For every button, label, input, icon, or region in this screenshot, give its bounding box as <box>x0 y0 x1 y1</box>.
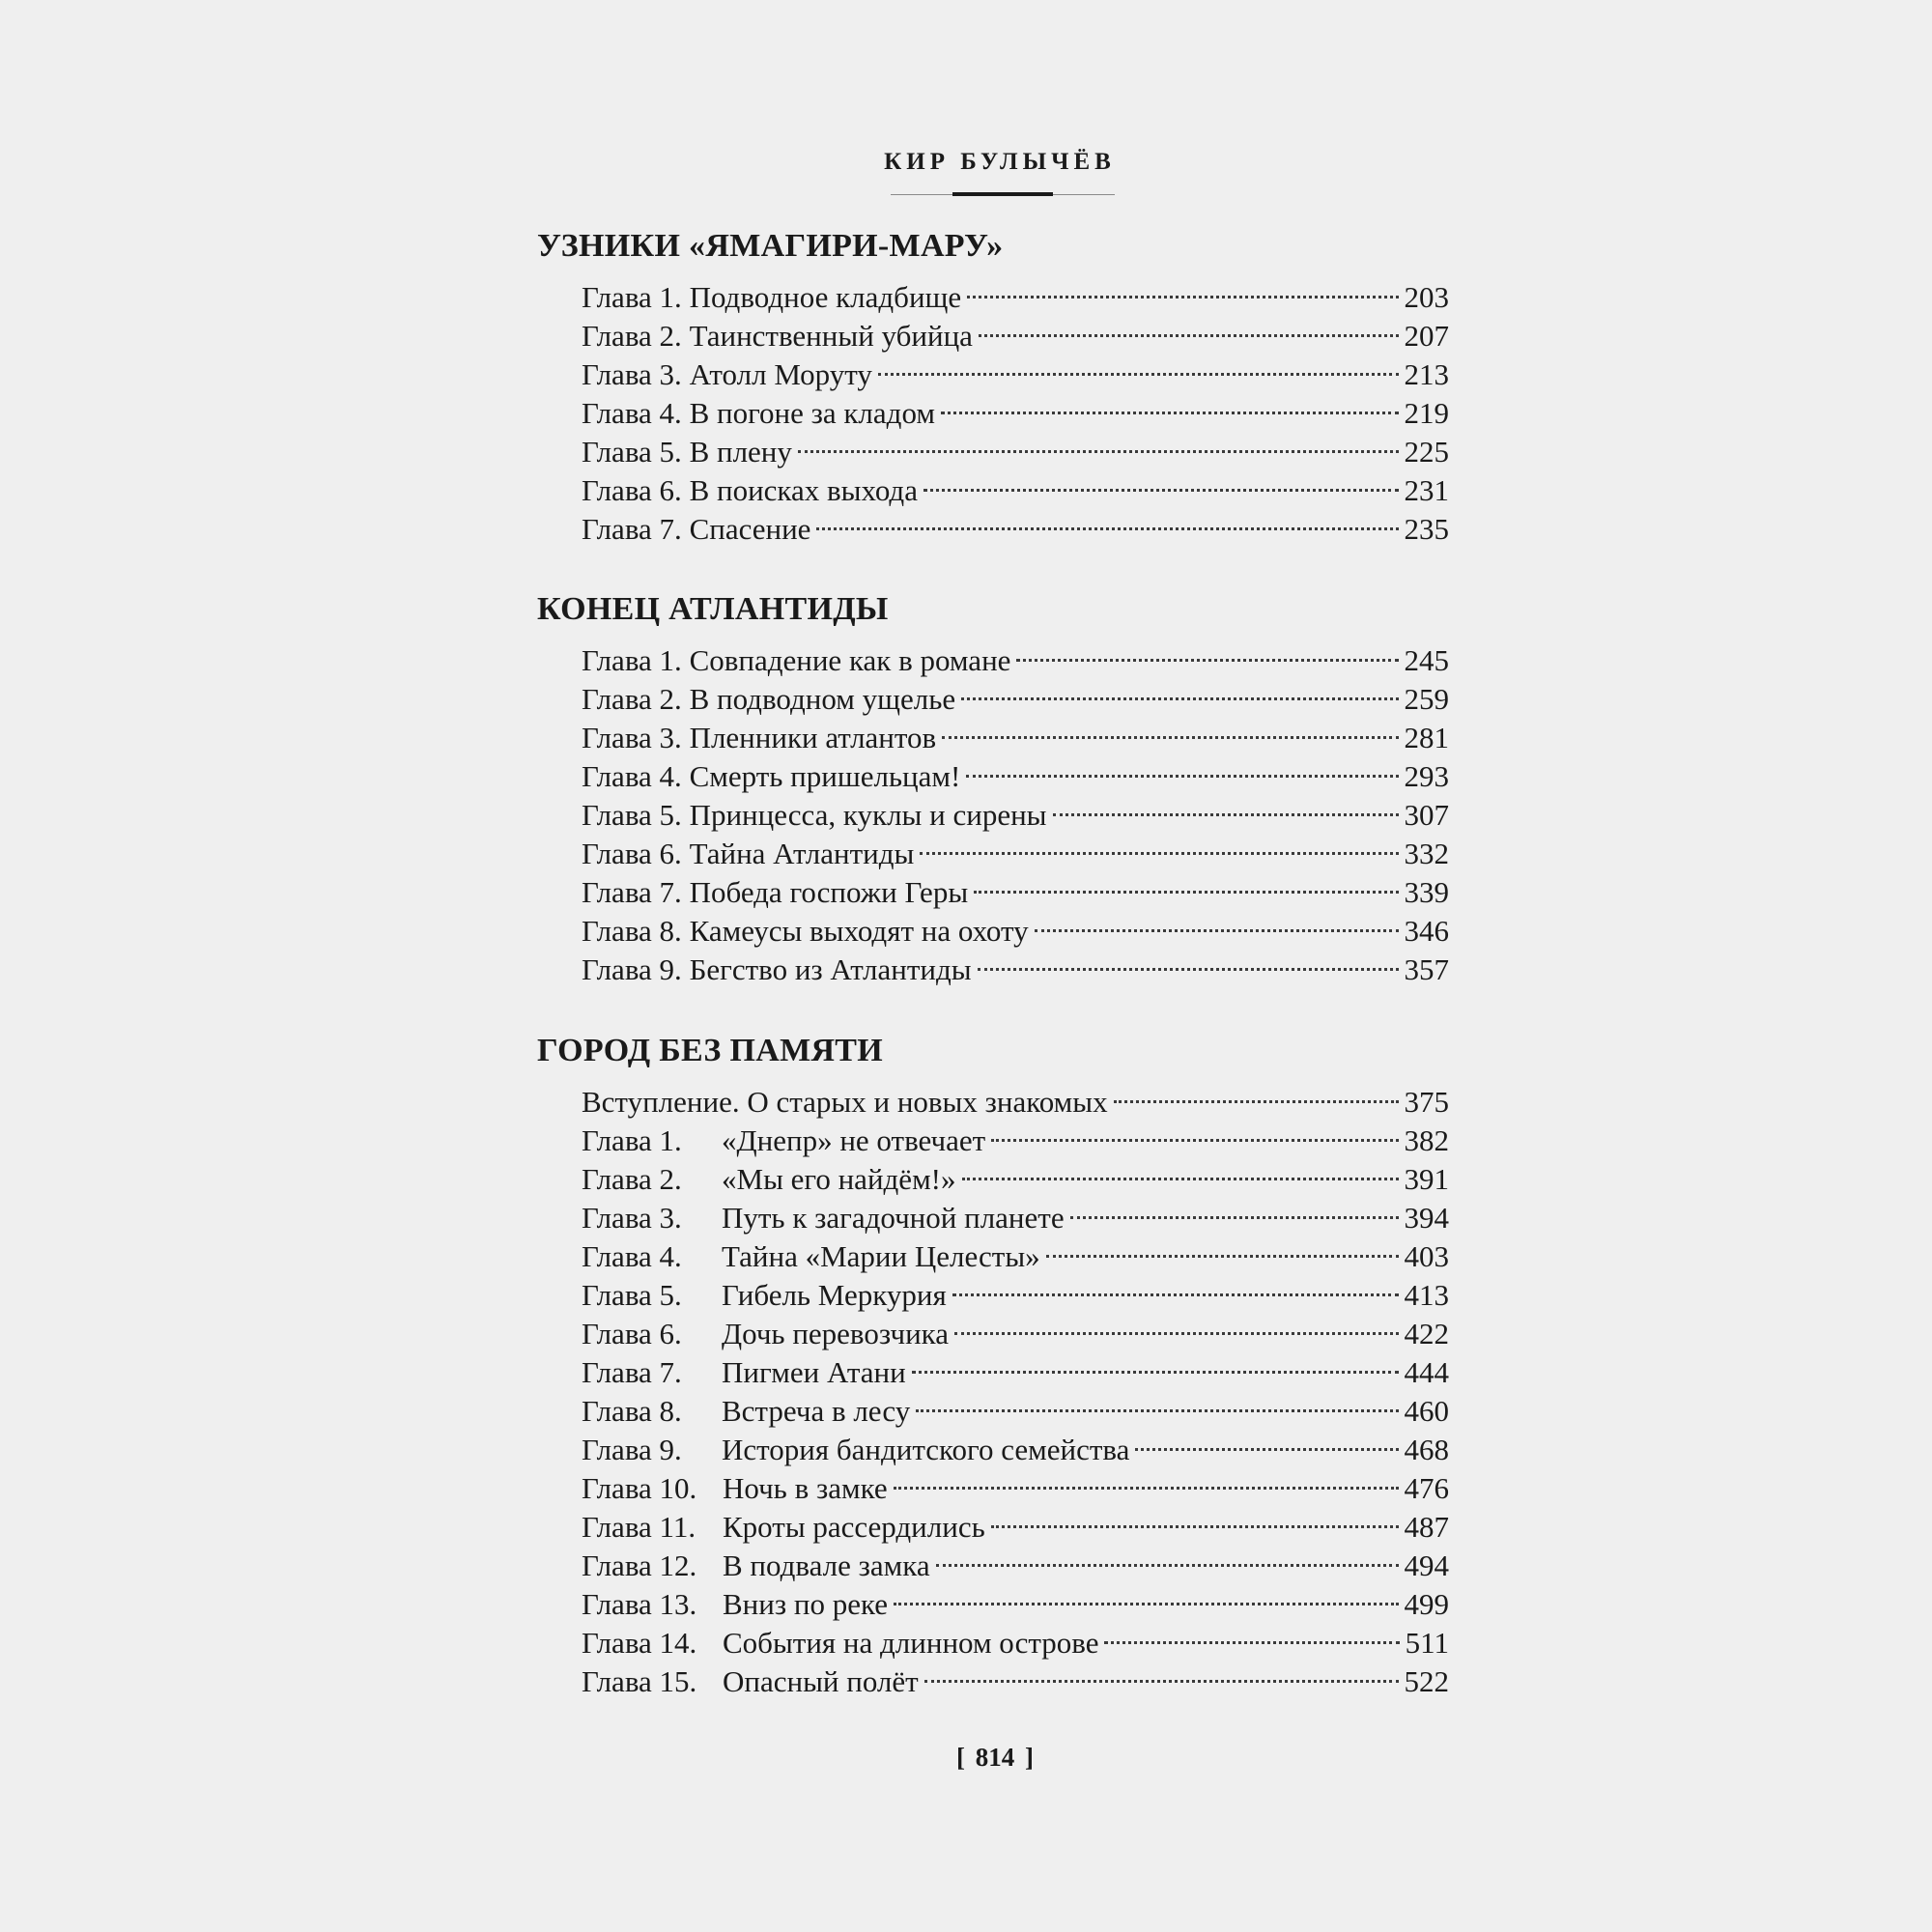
toc-entry-intro[interactable] <box>582 1083 1449 1122</box>
toc-entry-page: 444 <box>1404 1355 1449 1389</box>
toc-leader-dots <box>942 736 1398 739</box>
toc-entry-title: В погоне за кладом <box>689 396 935 430</box>
toc-leader-dots <box>1053 813 1399 816</box>
toc-entry[interactable] <box>582 433 1449 471</box>
toc-entry-label: Глава 7. <box>582 512 682 546</box>
toc-entry-page: 511 <box>1405 1626 1449 1660</box>
toc-entry-title: Победа госпожи Геры <box>689 875 969 909</box>
toc-entry[interactable] <box>582 1199 1449 1237</box>
toc-entry-title: Кроты рассердились <box>723 1510 985 1544</box>
toc-entry-title: Спасение <box>689 512 811 546</box>
toc-entry-page: 499 <box>1404 1587 1449 1621</box>
toc-entry-page: 346 <box>1404 914 1449 948</box>
toc-entry-title: Атолл Моруту <box>689 357 872 391</box>
toc-entry-label: Глава 13. <box>582 1587 697 1621</box>
toc-entry-page: 476 <box>1404 1471 1449 1505</box>
toc-entry-page: 219 <box>1404 396 1449 430</box>
toc-entry[interactable] <box>582 796 1449 835</box>
toc-entry-title: Опасный полёт <box>723 1664 919 1698</box>
toc-entry-title: История бандитского семейства <box>722 1433 1130 1466</box>
toc-entry-label: Глава 3. <box>582 357 682 391</box>
toc-entry-label: Глава 1. <box>582 643 682 677</box>
toc-leader-dots <box>912 1371 1399 1374</box>
toc-entry-label: Глава 7. <box>582 1355 682 1389</box>
toc-list-uzniki <box>582 278 1449 549</box>
toc-entry-label: Глава 5. <box>582 435 682 469</box>
toc-entry-title: «Днепр» не отвечает <box>722 1123 986 1157</box>
toc-entry-label: Глава 8. <box>582 1394 682 1428</box>
toc-list-gorod <box>582 1083 1449 1701</box>
toc-leader-dots <box>894 1603 1399 1605</box>
toc-entry-label: Глава 3. <box>582 1201 682 1235</box>
toc-entry-label: Глава 6. <box>582 473 682 507</box>
toc-entry-label: Глава 5. <box>582 798 682 832</box>
toc-entry[interactable] <box>582 1353 1449 1392</box>
toc-entry[interactable] <box>582 835 1449 873</box>
toc-leader-dots <box>1016 659 1398 662</box>
toc-entry[interactable] <box>582 1585 1449 1624</box>
toc-entry-label: Глава 11. <box>582 1510 696 1544</box>
toc-entry[interactable] <box>582 278 1449 317</box>
toc-entry-label: Глава 4. <box>582 1239 682 1273</box>
toc-entry-title: Смерть пришельцам! <box>689 759 961 793</box>
running-head: КИР БУЛЫЧЁВ <box>884 149 1116 175</box>
toc-leader-dots <box>978 968 1399 971</box>
page-number: [ 814 ] <box>956 1743 1034 1772</box>
toc-entry-page: 293 <box>1404 759 1449 793</box>
toc-leader-dots <box>798 450 1399 453</box>
toc-entry[interactable] <box>582 317 1449 355</box>
toc-entry-label: Глава 4. <box>582 396 682 430</box>
toc-entry-title: Камеусы выходят на охоту <box>689 914 1029 948</box>
toc-entry[interactable] <box>582 1624 1449 1662</box>
toc-leader-dots <box>936 1564 1399 1567</box>
toc-entry[interactable] <box>582 471 1449 510</box>
toc-leader-dots <box>816 527 1398 530</box>
toc-entry-title: Путь к загадочной планете <box>722 1201 1065 1235</box>
toc-entry-title: Принцесса, куклы и сирены <box>689 798 1047 832</box>
toc-entry[interactable] <box>582 1237 1449 1276</box>
section-title-uzniki: УЗНИКИ «ЯМАГИРИ-МАРУ» <box>537 228 1004 264</box>
toc-entry-page: 460 <box>1404 1394 1449 1428</box>
toc-entry[interactable] <box>582 1547 1449 1585</box>
toc-entry[interactable] <box>582 951 1449 989</box>
toc-entry-page: 203 <box>1404 280 1449 314</box>
toc-entry-title: Вниз по реке <box>723 1587 888 1621</box>
toc-entry-page: 235 <box>1404 512 1449 546</box>
toc-entry-title: Тайна Атлантиды <box>689 837 915 870</box>
toc-entry[interactable] <box>582 1431 1449 1469</box>
toc-entry-page: 403 <box>1404 1239 1449 1273</box>
toc-entry-page: 422 <box>1404 1317 1449 1350</box>
toc-entry[interactable] <box>582 1469 1449 1508</box>
toc-entry-title: Пигмеи Атани <box>722 1355 906 1389</box>
toc-entry-label: Глава 9. <box>582 1433 682 1466</box>
toc-entry-label: Глава 9. <box>582 952 682 986</box>
toc-entry-label: Глава 10. <box>582 1471 697 1505</box>
toc-entry-label: Глава 3. <box>582 721 682 754</box>
toc-entry[interactable] <box>582 1276 1449 1315</box>
section-title-gorod: ГОРОД БЕЗ ПАМЯТИ <box>537 1033 884 1068</box>
toc-entry-page: 413 <box>1404 1278 1449 1312</box>
toc-leader-dots <box>991 1525 1399 1528</box>
toc-entry-page: 281 <box>1404 721 1449 754</box>
toc-entry-title: Таинственный убийца <box>689 319 973 353</box>
toc-entry-label: Глава 5. <box>582 1278 682 1312</box>
toc-entry-label: Глава 4. <box>582 759 682 793</box>
toc-entry-title: Вступление. О старых и новых знакомых <box>582 1085 1108 1119</box>
toc-entry-page: 522 <box>1404 1664 1449 1698</box>
toc-entry-title: Бегство из Атлантиды <box>689 952 972 986</box>
toc-leader-dots <box>961 697 1398 700</box>
toc-leader-dots <box>974 891 1398 894</box>
toc-leader-dots <box>967 296 1398 298</box>
toc-entry-label: Глава 6. <box>582 837 682 870</box>
toc-entry-title: Встреча в лесу <box>722 1394 911 1428</box>
toc-entry[interactable] <box>582 355 1449 394</box>
toc-entry-title: В подводном ущелье <box>689 682 956 716</box>
toc-entry[interactable] <box>582 680 1449 719</box>
toc-entry-label: Глава 14. <box>582 1626 697 1660</box>
toc-entry-label: Глава 2. <box>582 319 682 353</box>
toc-entry-title: В плену <box>689 435 792 469</box>
toc-leader-dots <box>991 1139 1398 1142</box>
toc-leader-dots <box>952 1293 1399 1296</box>
toc-entry-title: События на длинном острове <box>723 1626 1099 1660</box>
toc-entry-title: Тайна «Марии Целесты» <box>722 1239 1040 1273</box>
toc-entry-page: 357 <box>1404 952 1449 986</box>
toc-leader-dots <box>979 334 1399 337</box>
running-head-rule-accent <box>952 192 1053 196</box>
toc-entry-page: 307 <box>1404 798 1449 832</box>
toc-entry[interactable] <box>582 912 1449 951</box>
toc-entry-label: Глава 7. <box>582 875 682 909</box>
toc-entry-label: Глава 12. <box>582 1548 697 1582</box>
toc-leader-dots <box>1035 929 1399 932</box>
toc-entry-page: 382 <box>1404 1123 1449 1157</box>
toc-entry-page: 332 <box>1404 837 1449 870</box>
toc-entry-page: 494 <box>1404 1548 1449 1582</box>
toc-leader-dots <box>941 412 1399 414</box>
toc-entry-page: 391 <box>1404 1162 1449 1196</box>
toc-entry-label: Глава 1. <box>582 1123 682 1157</box>
toc-entry-label: Глава 2. <box>582 682 682 716</box>
toc-entry[interactable] <box>582 510 1449 549</box>
toc-entry[interactable] <box>582 873 1449 912</box>
toc-entry-title: В подвале замка <box>723 1548 930 1582</box>
toc-leader-dots <box>1114 1100 1399 1103</box>
toc-entry-label: Глава 8. <box>582 914 682 948</box>
toc-entry-page: 375 <box>1404 1085 1449 1119</box>
toc-leader-dots <box>962 1178 1399 1180</box>
toc-entry-page: 245 <box>1404 643 1449 677</box>
toc-leader-dots <box>954 1332 1398 1335</box>
toc-entry[interactable] <box>582 757 1449 796</box>
toc-entry-label: Глава 6. <box>582 1317 682 1350</box>
toc-entry-page: 339 <box>1404 875 1449 909</box>
toc-entry-title: Гибель Меркурия <box>722 1278 947 1312</box>
toc-entry[interactable] <box>582 719 1449 757</box>
toc-leader-dots <box>1046 1255 1399 1258</box>
toc-entry-page: 231 <box>1404 473 1449 507</box>
toc-entry-title: «Мы его найдём!» <box>722 1162 956 1196</box>
toc-entry-page: 487 <box>1404 1510 1449 1544</box>
toc-leader-dots <box>878 373 1399 376</box>
toc-leader-dots <box>1104 1641 1399 1644</box>
toc-leader-dots <box>916 1409 1398 1412</box>
toc-entry-label: Глава 2. <box>582 1162 682 1196</box>
toc-entry-title: Подводное кладбище <box>689 280 962 314</box>
toc-entry-title: Пленники атлантов <box>689 721 937 754</box>
toc-entry-page: 259 <box>1404 682 1449 716</box>
toc-entry-page: 394 <box>1404 1201 1449 1235</box>
toc-entry[interactable] <box>582 1508 1449 1547</box>
toc-entry-label: Глава 1. <box>582 280 682 314</box>
toc-entry[interactable] <box>582 1160 1449 1199</box>
toc-leader-dots <box>966 775 1398 778</box>
toc-list-atlantida <box>582 641 1449 989</box>
toc-entry-title: Ночь в замке <box>723 1471 888 1505</box>
toc-leader-dots <box>923 489 1399 492</box>
toc-entry-page: 207 <box>1404 319 1449 353</box>
toc-entry[interactable] <box>582 394 1449 433</box>
toc-leader-dots <box>920 852 1398 855</box>
toc-entry[interactable] <box>582 1392 1449 1431</box>
toc-leader-dots <box>1070 1216 1399 1219</box>
toc-entry-page: 213 <box>1404 357 1449 391</box>
toc-entry[interactable] <box>582 1662 1449 1701</box>
toc-entry-page: 225 <box>1404 435 1449 469</box>
toc-entry-title: В поисках выхода <box>689 473 918 507</box>
toc-leader-dots <box>894 1487 1399 1490</box>
toc-leader-dots <box>924 1680 1399 1683</box>
toc-entry[interactable] <box>582 641 1449 680</box>
toc-entry-page: 468 <box>1404 1433 1449 1466</box>
toc-entry[interactable] <box>582 1315 1449 1353</box>
toc-entry-title: Дочь перевозчика <box>722 1317 950 1350</box>
toc-entry-label: Глава 15. <box>582 1664 697 1698</box>
toc-entry-title: Совпадение как в романе <box>689 643 1011 677</box>
toc-leader-dots <box>1135 1448 1398 1451</box>
section-title-atlantida: КОНЕЦ АТЛАНТИДЫ <box>537 591 889 627</box>
toc-entry[interactable] <box>582 1122 1449 1160</box>
